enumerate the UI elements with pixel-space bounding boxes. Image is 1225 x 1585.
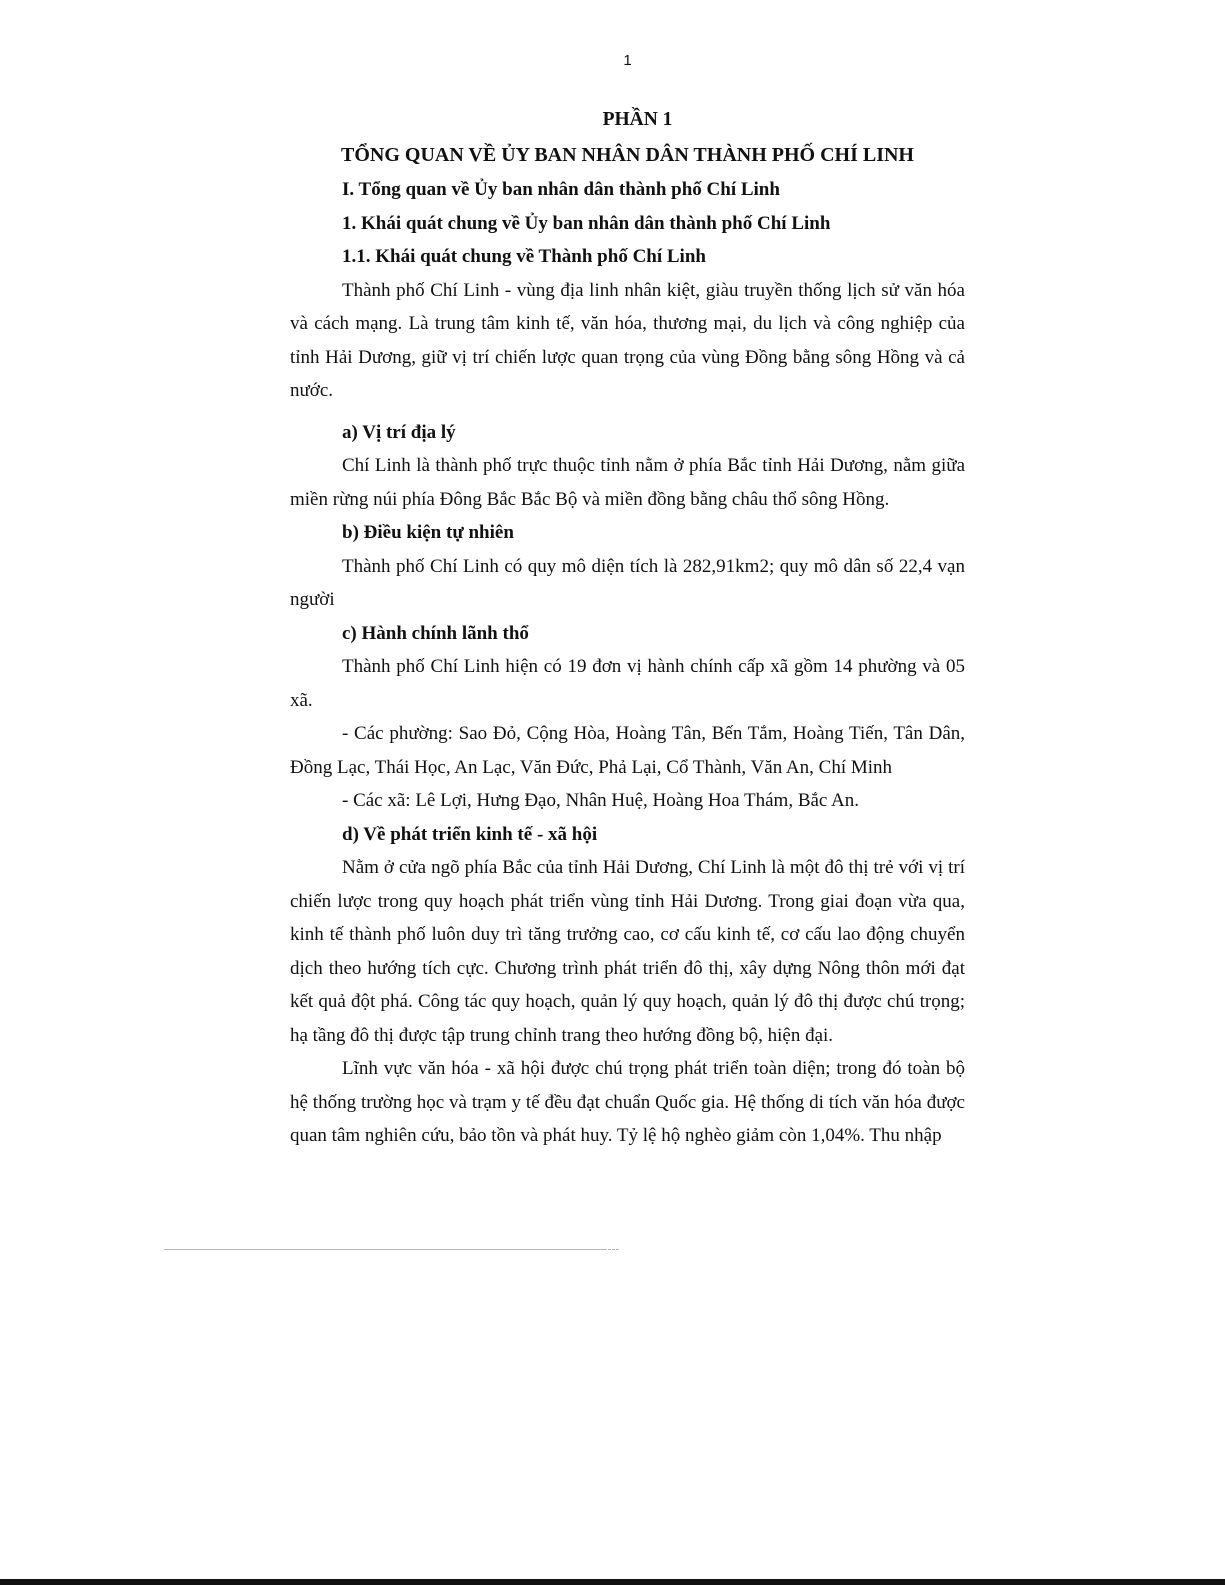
footnote-separator-tail	[604, 1249, 619, 1250]
page-number: 1	[623, 52, 632, 69]
document-body	[290, 103, 965, 1153]
subheading-nature: b) Điều kiện tự nhiên	[342, 522, 514, 543]
subheading-economy: d) Về phát triển kinh tế - xã hội	[342, 823, 598, 845]
section-heading-i: I. Tổng quan về Ủy ban nhân dân thành phố Chí Linh	[342, 179, 780, 200]
section-heading-1: 1. Khái quát chung về Ủy ban nhân dân thành phố Chí Linh	[342, 212, 831, 234]
paragraph-economy: Nằm ở cửa ngõ phía Bắc của tỉnh Hải Dương, Chí Linh là một đô thị trẻ với vị trí chiến lược trong quy hoạch phát triển vùng tỉnh Hải Dương. Trong giai đoạn vừa qua, kinh tế thành phố luôn duy trì tăng trưởng cao, cơ cấu kinh tế, cơ cấu lao động chuyển dịch theo hướng tích cực. Chương trình phát triển đô thị, xây dựng Nông thôn mới đạt kết quả đột phá. Công tác quy hoạch, quản lý quy hoạch, quản lý đô thị được chú trọng; hạ tầng đô thị được tập trung chỉnh trang theo hướng đồng bộ, hiện đại.	[290, 857, 965, 1046]
paragraph-admin: Thành phố Chí Linh hiện có 19 đơn vị hành chính cấp xã gồm 14 phường và 05 xã.	[290, 656, 965, 711]
paragraph-location: Chí Linh là thành phố trực thuộc tỉnh nằm ở phía Bắc tỉnh Hải Dương, nằm giữa miền rừng núi phía Đông Bắc Bắc Bộ và miền đồng bằng châu thổ sông Hồng.	[290, 455, 965, 510]
paragraph-culture: Lĩnh vực văn hóa - xã hội được chú trọng phát triển toàn diện; trong đó toàn bộ hệ thống trường học và trạm y tế đều đạt chuẩn Quốc gia. Hệ thống di tích văn hóa được quan tâm nghiên cứu, bảo tồn và phát huy. Tỷ lệ hộ nghèo giảm còn 1,04%. Thu nhập	[290, 1058, 965, 1146]
subheading-admin: c) Hành chính lãnh thổ	[342, 622, 529, 644]
section-heading-1-1: 1.1. Khái quát chung về Thành phố Chí Linh	[342, 246, 706, 267]
spacer	[290, 408, 965, 416]
subheading-location: a) Vị trí địa lý	[342, 421, 456, 443]
paragraph-intro: Thành phố Chí Linh - vùng địa linh nhân kiệt, giàu truyền thống lịch sử văn hóa và cách mạng. Là trung tâm kinh tế, văn hóa, thương mại, du lịch và công nghiệp của tỉnh Hải Dương, giữ vị trí chiến lược quan trọng của vùng Đồng bằng sông Hồng và cả nước.	[290, 279, 965, 401]
paragraph-wards: - Các phường: Sao Đỏ, Cộng Hòa, Hoàng Tân, Bến Tắm, Hoàng Tiến, Tân Dân, Đồng Lạc, Thái Học, An Lạc, Văn Đức, Phả Lại, Cổ Thành, Văn An, Chí Minh	[290, 723, 965, 778]
paragraph-communes: - Các xã: Lê Lợi, Hưng Đạo, Nhân Huệ, Hoàng Hoa Thám, Bắc An.	[342, 790, 860, 811]
main-title: TỔNG QUAN VỀ ỦY BAN NHÂN DÂN THÀNH PHỐ CHÍ LINH	[340, 143, 914, 166]
part-title: PHẦN 1	[602, 109, 673, 130]
footnote-separator	[164, 1249, 604, 1250]
page-bottom-edge	[0, 1579, 1225, 1585]
paragraph-nature: Thành phố Chí Linh có quy mô diện tích là 282,91km2; quy mô dân số 22,4 vạn người	[290, 555, 965, 610]
